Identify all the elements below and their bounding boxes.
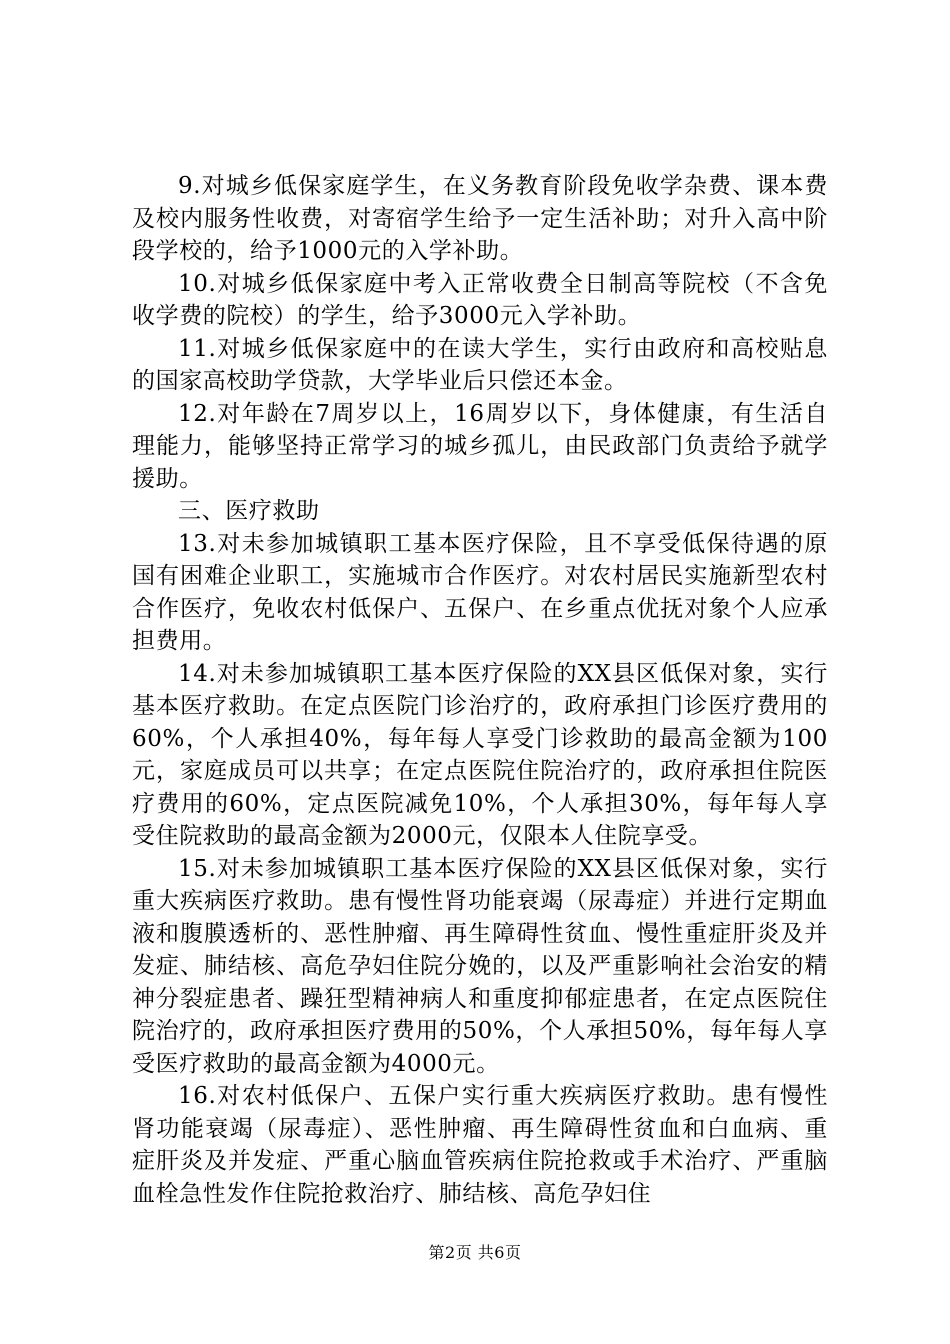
page-footer	[0, 1243, 950, 1263]
paragraph-11: 11.对城乡低保家庭中的在读大学生，实行由政府和高校贴息的国家高校助学贷款，大学毕业后只偿还本金。	[132, 335, 828, 394]
paragraph-14: 14.对未参加城镇职工基本医疗保险的XX县区低保对象，实行基本医疗救助。在定点医院门诊治疗的，政府承担门诊医疗费用的60%，个人承担40%，每年每人享受门诊救助的最高金额为100元，家庭成员可以共享；在定点医院住院治疗的，政府承担住院医疗费用的60%，定点医院减免10%，个人承担30%，每年每人享受住院救助的最高金额为2000元，仅限本人住院享受。	[132, 660, 828, 849]
paragraph-13: 13.对未参加城镇职工基本医疗保险，且不享受低保待遇的原国有困难企业职工，实施城市合作医疗。对农村居民实施新型农村合作医疗，免收农村低保户、五保户、在乡重点优抚对象个人应承担费用。	[132, 530, 828, 654]
paragraph-15: 15.对未参加城镇职工基本医疗保险的XX县区低保对象，实行重大疾病医疗救助。患有慢性肾功能衰竭（尿毒症）并进行定期血液和腹膜透析的、恶性肿瘤、再生障碍性贫血、慢性重症肝炎及并发症、肺结核、高危孕妇住院分娩的，以及严重影响社会治安的精神分裂症患者、躁狂型精神病人和重度抑郁症患者，在定点医院住院治疗的，政府承担医疗费用的50%，个人承担50%，每年每人享受医疗救助的最高金额为4000元。	[132, 855, 828, 1077]
paragraph-16: 16.对农村低保户、五保户实行重大疾病医疗救助。患有慢性肾功能衰竭（尿毒症）、恶性肿瘤、再生障碍性贫血和白血病、重症肝炎及并发症、严重心脑血管疾病住院抢救或手术治疗、严重脑血栓急性发作住院抢救治疗、肺结核、高危孕妇住	[132, 1083, 828, 1207]
paragraph-9: 9.对城乡低保家庭学生，在义务教育阶段免收学杂费、课本费及校内服务性收费，对寄宿学生给予一定生活补助；对升入高中阶段学校的，给予1000元的入学补助。	[132, 173, 828, 264]
document-body	[132, 170, 828, 1210]
paragraph-10: 10.对城乡低保家庭中考入正常收费全日制高等院校（不含免收学费的院校）的学生，给予3000元入学补助。	[132, 270, 828, 329]
page-number: 第2页 共6页	[428, 1243, 522, 1262]
section-heading-medical-aid: 三、医疗救助	[178, 498, 320, 524]
paragraph-12: 12.对年龄在7周岁以上，16周岁以下，身体健康，有生活自理能力，能够坚持正常学习的城乡孤儿，由民政部门负责给予就学援助。	[132, 400, 828, 492]
